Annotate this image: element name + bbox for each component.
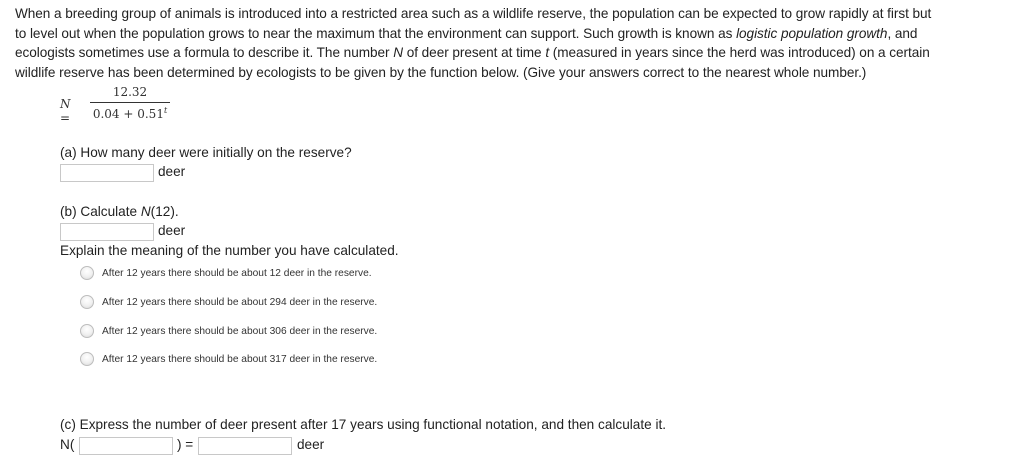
intro-line-1: When a breeding group of animals is introduced into a restricted area such as a wildlife reserve, the population can be expected to grow rapidly at first but [15, 6, 932, 21]
intro-line-4: wildlife reserve has been determined by ecologists to be given by the function below. (Give your answers correct to the nearest whole number.) [15, 64, 867, 80]
part-b-prefix: (b) Calculate [60, 204, 141, 219]
intro-line-2-end: , and [887, 25, 918, 41]
option-4-radio[interactable] [80, 352, 94, 366]
option-3-radio[interactable] [80, 324, 94, 338]
part-b-unit: deer [158, 223, 186, 238]
formula-lhs: N = [60, 97, 71, 125]
part-b-question [60, 204, 179, 219]
formula-denominator [90, 103, 170, 121]
option-3-label[interactable]: After 12 years there should be about 306 deer in the reserve. [102, 326, 378, 337]
part-a-unit: deer [158, 164, 186, 179]
problem-intro [15, 4, 1020, 82]
part-c-fn-open: N( [60, 437, 75, 452]
option-1-radio[interactable] [80, 266, 94, 280]
part-c-fn-close: ) = [177, 437, 194, 452]
formula-fraction [90, 85, 170, 121]
intro-line-2 [15, 24, 1020, 44]
formula-numerator: 12.32 [112, 85, 148, 99]
option-2-label[interactable]: After 12 years there should be about 294 deer in the reserve. [102, 297, 378, 308]
intro-line-3-a: ecologists sometimes use a formula to describe it. The number [15, 45, 394, 61]
part-b-explain: Explain the meaning of the number you have calculated. [60, 243, 399, 258]
option-2-radio[interactable] [80, 295, 94, 309]
part-b-answer-input[interactable] [60, 223, 154, 241]
intro-line-3-c: (measured in years since the herd was introduced) on a certain [549, 45, 930, 61]
part-c-value-input[interactable] [198, 437, 292, 455]
intro-line-3 [15, 43, 1020, 63]
part-c-question: (c) Express the number of deer present after 17 years using functional notation, and then calculate it. [60, 417, 667, 432]
intro-line-3-b: of deer present at time [402, 45, 546, 61]
intro-line-2-text: to level out when the population grows to near the maximum that the environment can support. Such growth is known as [15, 25, 737, 41]
denominator-base: 0.04 + 0.51 [92, 107, 164, 121]
part-b-fn: N [140, 204, 151, 219]
option-4-label[interactable]: After 12 years there should be about 317 deer in the reserve. [102, 354, 378, 365]
part-c-argument-input[interactable] [79, 437, 173, 455]
option-1-label[interactable]: After 12 years there should be about 12 deer in the reserve. [102, 268, 372, 279]
intro-emphasis: logistic population growth [736, 25, 888, 41]
part-b-suffix: (12). [150, 204, 179, 219]
intro-var-t: t [545, 45, 550, 61]
denominator-exponent: t [163, 106, 168, 115]
part-a-answer-input[interactable] [60, 164, 154, 182]
intro-var-n: N [393, 45, 403, 61]
part-a-question: (a) How many deer were initially on the reserve? [60, 145, 352, 160]
part-c-unit: deer [297, 437, 325, 452]
